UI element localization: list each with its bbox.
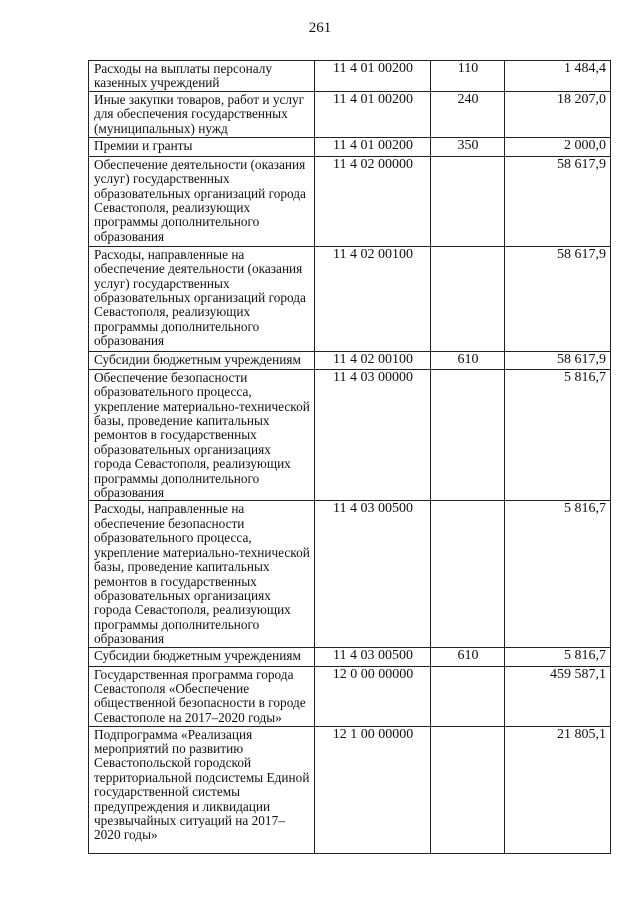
row-type: 240 (431, 91, 505, 137)
table-row (89, 156, 611, 246)
row-type (431, 501, 505, 647)
row-sum: 58 617,9 (505, 246, 611, 351)
row-name: Обеспечение безопасности образовательного процесса, укрепление материально-технической базы, проведение капитальных ремонтов в государственных образовательных организациях города Севастополя, реализующих программы дополнительного образования (89, 369, 315, 501)
table-row (89, 501, 611, 647)
table-row (89, 91, 611, 137)
row-type (431, 726, 505, 853)
row-type (431, 246, 505, 351)
row-name: Расходы, направленные на обеспечение безопасности образовательного процесса, укрепление материально-технической базы, проведение капитальных ремонтов в государственных образовательных организациях города Севастополя, реализующих программы дополнительного образования (89, 501, 315, 647)
row-name: Премии и гранты (89, 137, 315, 156)
budget-table (88, 60, 611, 854)
row-type: 350 (431, 137, 505, 156)
row-name: Подпрограмма «Реализация мероприятий по развитию Севастопольской городской территориальной подсистемы Единой государственной системы предупреждения и ликвидации чрезвычайных ситуаций на 2017–2020 годы» (89, 726, 315, 853)
row-sum: 58 617,9 (505, 351, 611, 369)
row-type: 110 (431, 61, 505, 92)
table-row (89, 61, 611, 92)
row-type (431, 369, 505, 501)
row-code: 11 4 02 00100 (315, 246, 431, 351)
row-code: 11 4 01 00200 (315, 61, 431, 92)
table-row (89, 666, 611, 726)
table-row (89, 246, 611, 351)
row-type (431, 666, 505, 726)
row-name: Расходы, направленные на обеспечение деятельности (оказания услуг) государственных образовательных организаций города Севастополя, реализующих программы дополнительного образования (89, 246, 315, 351)
row-name: Субсидии бюджетным учреждениям (89, 351, 315, 369)
row-sum: 18 207,0 (505, 91, 611, 137)
table-row (89, 647, 611, 666)
row-sum: 459 587,1 (505, 666, 611, 726)
row-name: Расходы на выплаты персоналу казенных учреждений (89, 61, 315, 92)
row-sum: 58 617,9 (505, 156, 611, 246)
row-sum: 2 000,0 (505, 137, 611, 156)
row-sum: 21 805,1 (505, 726, 611, 853)
row-code: 11 4 02 00000 (315, 156, 431, 246)
page-number: 261 (308, 20, 332, 36)
table-row (89, 369, 611, 501)
budget-table-body (89, 61, 611, 854)
row-sum: 5 816,7 (505, 501, 611, 647)
table-row (89, 137, 611, 156)
row-code: 11 4 03 00000 (315, 369, 431, 501)
table-row (89, 726, 611, 853)
row-type: 610 (431, 351, 505, 369)
row-sum: 5 816,7 (505, 647, 611, 666)
row-code: 11 4 02 00100 (315, 351, 431, 369)
row-sum: 5 816,7 (505, 369, 611, 501)
row-sum: 1 484,4 (505, 61, 611, 92)
row-code: 11 4 01 00200 (315, 91, 431, 137)
row-code: 12 1 00 00000 (315, 726, 431, 853)
row-type: 610 (431, 647, 505, 666)
row-name: Государственная программа города Севастополя «Обеспечение общественной безопасности в городе Севастополе на 2017–2020 годы» (89, 666, 315, 726)
table-row (89, 351, 611, 369)
row-code: 11 4 01 00200 (315, 137, 431, 156)
row-type (431, 156, 505, 246)
row-code: 11 4 03 00500 (315, 647, 431, 666)
row-name: Иные закупки товаров, работ и услуг для обеспечения государственных (муниципальных) нужд (89, 91, 315, 137)
row-name: Обеспечение деятельности (оказания услуг) государственных образовательных организаций города Севастополя, реализующих программы дополнительного образования (89, 156, 315, 246)
row-name: Субсидии бюджетным учреждениям (89, 647, 315, 666)
row-code: 11 4 03 00500 (315, 501, 431, 647)
row-code: 12 0 00 00000 (315, 666, 431, 726)
